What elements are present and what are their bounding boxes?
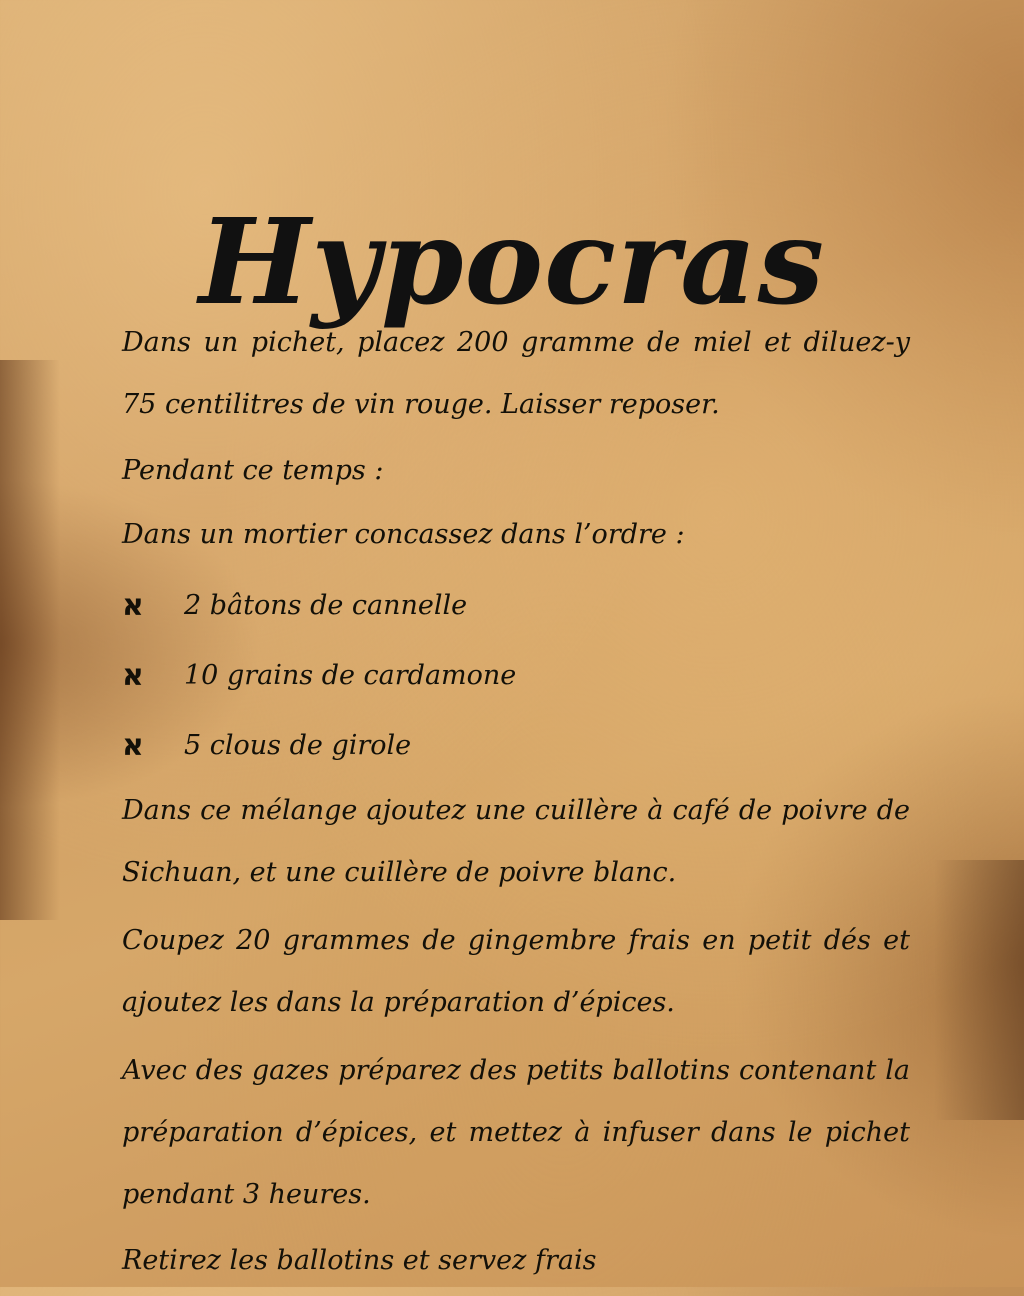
step-paragraph: Dans ce mélange ajoutez une cuillère à café de poivre de Sichuan, et une cuillère de poivre blanc. xyxy=(122,795,910,888)
ingredient-item xyxy=(122,640,910,710)
recipe-title: Hypocras xyxy=(198,192,826,332)
mortar-line: Dans un mortier concassez dans l’ordre : xyxy=(122,519,685,550)
ingredient-text: 2 bâtons de cannelle xyxy=(184,589,468,621)
ingredient-item xyxy=(122,570,910,640)
ingredient-text: 10 grains de cardamone xyxy=(184,659,517,691)
intro-paragraph: Dans un pichet, placez 200 gramme de miel et diluez-y 75 centilitres de vin rouge. Laisser reposer. xyxy=(122,327,910,420)
step-paragraph: Retirez les ballotins et servez frais xyxy=(122,1245,597,1276)
ingredient-list xyxy=(122,570,910,780)
aleph-bullet-icon: א xyxy=(122,657,144,693)
parchment-torn-edge-right xyxy=(934,860,1024,1120)
ingredient-item xyxy=(122,710,910,780)
step-paragraph: Avec des gazes préparez des petits ballotins contenant la préparation d’épices, et mettez à infuser dans le pichet pendant 3 heures. xyxy=(122,1055,910,1210)
meanwhile-line: Pendant ce temps : xyxy=(122,455,384,486)
recipe-body xyxy=(122,312,910,1296)
aleph-bullet-icon: א xyxy=(122,587,144,623)
parchment-torn-edge-left xyxy=(0,360,60,920)
aleph-bullet-icon: א xyxy=(122,727,144,763)
step-paragraph: Coupez 20 grammes de gingembre frais en petit dés et ajoutez les dans la préparation d’épices. xyxy=(122,925,910,1018)
ingredient-text: 5 clous de girole xyxy=(184,729,412,761)
